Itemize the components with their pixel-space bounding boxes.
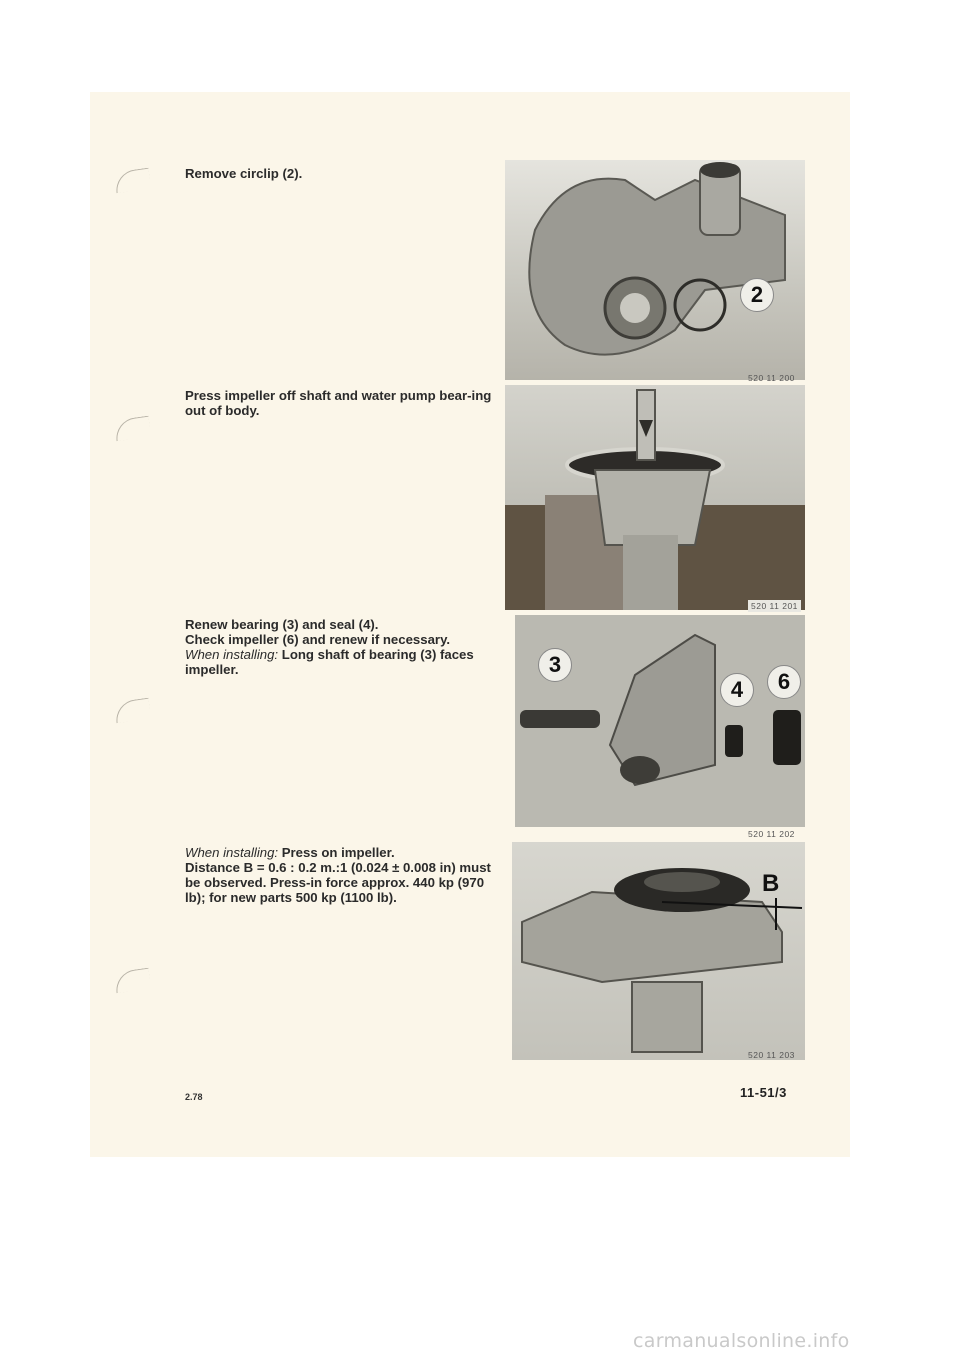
instruction-line: When installing: Press on impeller.: [185, 845, 395, 860]
page-date: 2.78: [185, 1092, 203, 1102]
instruction-text: [185, 166, 500, 181]
press-operation-photo: [505, 385, 805, 610]
callout-bearing: 3: [538, 648, 572, 682]
instruction-line: Distance B = 0.6 : 0.2 m.:1 (0.024 ± 0.008 in) must be observed. Press-in force approx. 440 kp (970 lb); for new parts 500 kp (1100 lb).: [185, 860, 491, 905]
page-number: 11-51/3: [740, 1085, 787, 1100]
parts-illustration: [515, 615, 805, 827]
instruction-line: Renew bearing (3) and seal (4).: [185, 617, 379, 632]
parts-layout-photo: [515, 615, 805, 827]
instruction-text: [185, 845, 507, 905]
callout-impeller: 6: [767, 665, 801, 699]
press-illustration: [505, 385, 805, 610]
instruction-line: Remove circlip (2).: [185, 166, 303, 181]
water-pump-photo: [505, 160, 805, 380]
callout-seal: 4: [720, 673, 754, 707]
figure-caption: 520 11 200: [748, 373, 795, 383]
instruction-line: Check impeller (6) and renew if necessary.: [185, 632, 451, 647]
callout-circlip: 2: [740, 278, 774, 312]
pump-illustration: [505, 160, 805, 380]
instruction-line: When installing: Long shaft of bearing (3) faces impeller.: [185, 647, 474, 677]
instruction-text: [185, 617, 505, 677]
instruction-line: Press impeller off shaft and water pump bear-ing out of body.: [185, 388, 492, 418]
watermark-text: carmanualsonline.info: [633, 1330, 850, 1352]
figure-caption: 520 11 202: [748, 829, 795, 839]
dimension-label: B: [762, 870, 780, 897]
figure-caption: 520 11 203: [748, 1050, 795, 1060]
impeller-installed-photo: [512, 842, 805, 1060]
instruction-text: [185, 388, 505, 418]
figure-caption: 520 11 201: [748, 600, 801, 612]
